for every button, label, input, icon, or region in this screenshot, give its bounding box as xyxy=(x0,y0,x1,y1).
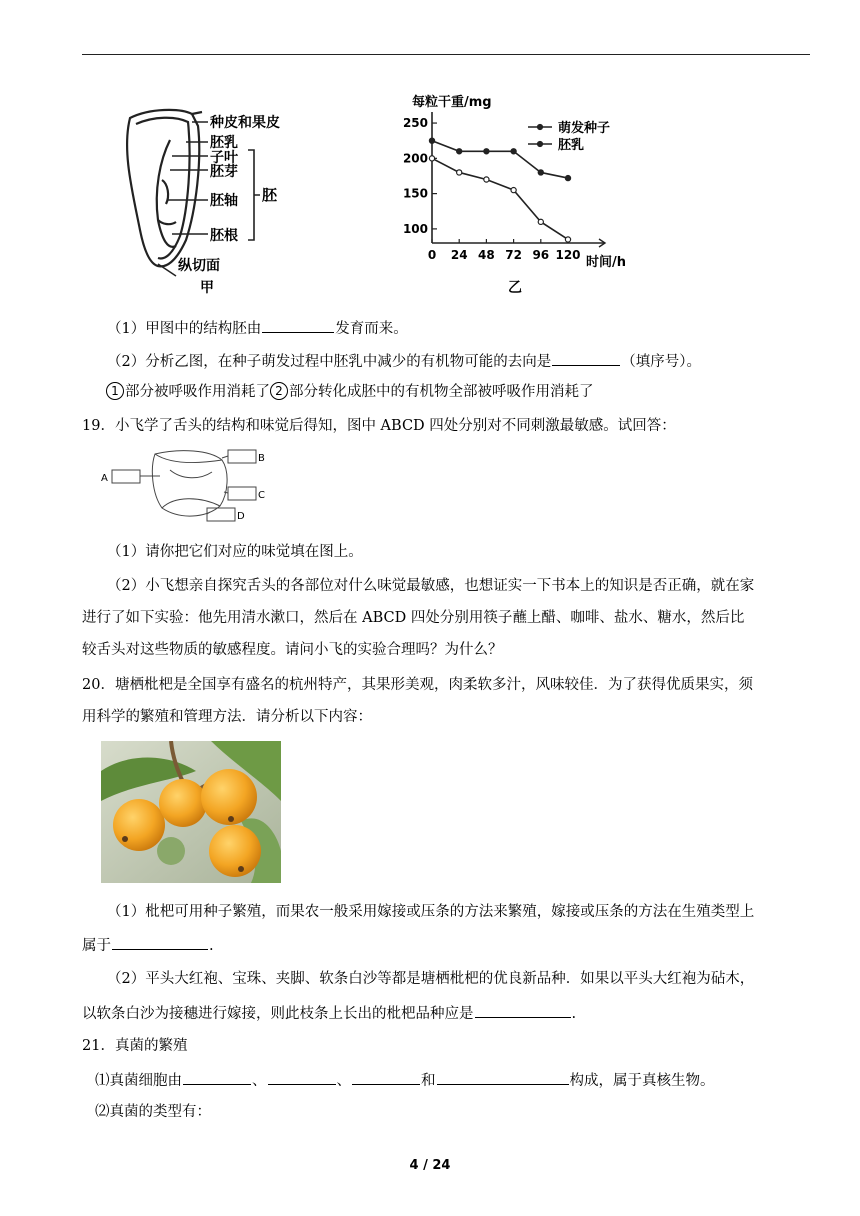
data-point xyxy=(457,149,462,154)
answer-blank[interactable] xyxy=(352,1068,420,1085)
data-point xyxy=(511,187,516,192)
answer-blank[interactable] xyxy=(112,933,208,950)
chart-caption: 乙 xyxy=(508,280,522,296)
y-tick-label: 150 xyxy=(402,186,428,201)
q21-title: 21．真菌的繁殖 xyxy=(82,1038,188,1054)
x-tick-label: 72 xyxy=(505,248,522,262)
page-number: 4 / 24 xyxy=(409,1158,451,1173)
label-endosperm: 胚乳 xyxy=(210,135,238,151)
q18-options: 1 部分被呼吸作用消耗了 2 部分转化成胚中的有机物全部被呼吸作用消耗了 xyxy=(106,381,594,403)
series-line-1 xyxy=(432,141,568,178)
q21-part1: ⑴真菌细胞由 、 、 和 构成，属于真核生物。 xyxy=(95,1068,715,1092)
q18-part2: （2）分析乙图，在种子萌发过程中胚乳中减少的有机物可能的去向是 （填序号）。 xyxy=(107,349,701,373)
label-section: 纵切面 xyxy=(178,258,220,274)
option-2-marker: 2 xyxy=(270,382,288,400)
y-tick-label: 250 xyxy=(402,116,428,131)
q20-part2-line2: 以软条白沙为接穗进行嫁接，则此枝条上长出的枇杷品种应是 . xyxy=(82,1001,576,1025)
data-point xyxy=(484,177,489,182)
data-point xyxy=(538,219,543,224)
label-hypocotyl: 胚轴 xyxy=(210,193,238,209)
answer-blank[interactable] xyxy=(475,1001,571,1018)
label-B: B xyxy=(258,453,265,464)
q19-part2-line2: 进行了如下实验：他先用清水漱口，然后在 ABCD 四处分别用筷子蘸上醋、咖啡、盐水、糖水，然后比 xyxy=(82,610,745,626)
data-point xyxy=(538,170,543,175)
x-tick-label: 48 xyxy=(478,248,495,262)
q19-tongue-diagram xyxy=(100,446,275,528)
answer-blank[interactable] xyxy=(183,1068,251,1085)
answer-blank[interactable] xyxy=(262,316,334,333)
data-point xyxy=(429,156,434,161)
label-cotyledon: 子叶 xyxy=(210,150,238,166)
q21-part2: ⑵真菌的类型有： xyxy=(95,1104,211,1120)
q20-part1-line1: （1）枇杷可用种子繁殖，而果农一般采用嫁接或压条的方法来繁殖，嫁接或压条的方法在生殖类型上 xyxy=(107,904,755,920)
data-point xyxy=(457,170,462,175)
x-tick-label: 0 xyxy=(427,248,437,262)
q19-part2-line3: 较舌头对这些物质的敏感程度。请问小飞的实验合理吗？为什么？ xyxy=(82,642,503,658)
label-radicle: 胚根 xyxy=(210,228,238,244)
answer-blank[interactable] xyxy=(268,1068,336,1085)
q20-stem-line2: 用科学的繁殖和管理方法．请分析以下内容： xyxy=(82,709,372,725)
answer-blank[interactable] xyxy=(437,1068,569,1085)
label-D: D xyxy=(237,511,245,522)
chart-xlabel: 时间/h xyxy=(586,255,627,270)
figure-yi-line-chart xyxy=(400,88,650,303)
data-point xyxy=(511,149,516,154)
x-tick-label: 96 xyxy=(532,248,550,262)
data-point xyxy=(429,138,434,143)
y-tick-label: 100 xyxy=(402,221,428,236)
q18-part1: （1）甲图中的结构胚由 发育而来。 xyxy=(107,316,408,340)
q20-part2-line1: （2）平头大红袍、宝珠、夹脚、软条白沙等都是塘栖枇杷的优良新品种．如果以平头大红袍为砧木， xyxy=(107,971,755,987)
data-point xyxy=(484,149,489,154)
series-line-2 xyxy=(432,158,568,239)
q20-stem-line1: 20．塘栖枇杷是全国享有盛名的杭州特产，其果形美观，肉柔软多汁，风味较佳．为了获得优质果实，须 xyxy=(82,677,753,693)
chart-ylabel: 每粒干重/mg xyxy=(412,95,492,110)
legend-marker xyxy=(537,124,542,129)
loquat-photo xyxy=(101,741,281,883)
x-tick-label: 24 xyxy=(450,248,468,262)
q19-part1: （1）请你把它们对应的味觉填在图上。 xyxy=(107,544,363,560)
figure-jia-seed-diagram xyxy=(110,100,310,300)
y-tick-label: 200 xyxy=(402,151,428,166)
label-plumule: 胚芽 xyxy=(210,164,238,180)
label-A: A xyxy=(101,473,108,484)
data-point xyxy=(565,237,570,242)
legend-marker xyxy=(537,141,542,146)
label-embryo: 胚 xyxy=(262,186,278,204)
option-1-marker: 1 xyxy=(106,382,124,400)
legend-label: 胚乳 xyxy=(558,138,585,153)
legend-label: 萌发种子 xyxy=(558,121,611,136)
q19-stem: 19．小飞学了舌头的结构和味觉后得知，图中 ABCD 四处分别对不同刺激最敏感。试回答： xyxy=(82,418,676,434)
caption-jia: 甲 xyxy=(200,280,214,296)
data-point xyxy=(565,175,570,180)
label-C: C xyxy=(258,490,265,501)
q19-part2-line1: （2）小飞想亲自探究舌头的各部位对什么味觉最敏感，也想证实一下书本上的知识是否正确，就在家 xyxy=(107,578,755,594)
answer-blank[interactable] xyxy=(552,349,620,366)
q20-part1-line2: 属于 . xyxy=(82,933,214,957)
label-seed-coat: 种皮和果皮 xyxy=(210,115,280,131)
x-tick-label: 120 xyxy=(555,248,581,262)
header-rule xyxy=(82,54,810,55)
